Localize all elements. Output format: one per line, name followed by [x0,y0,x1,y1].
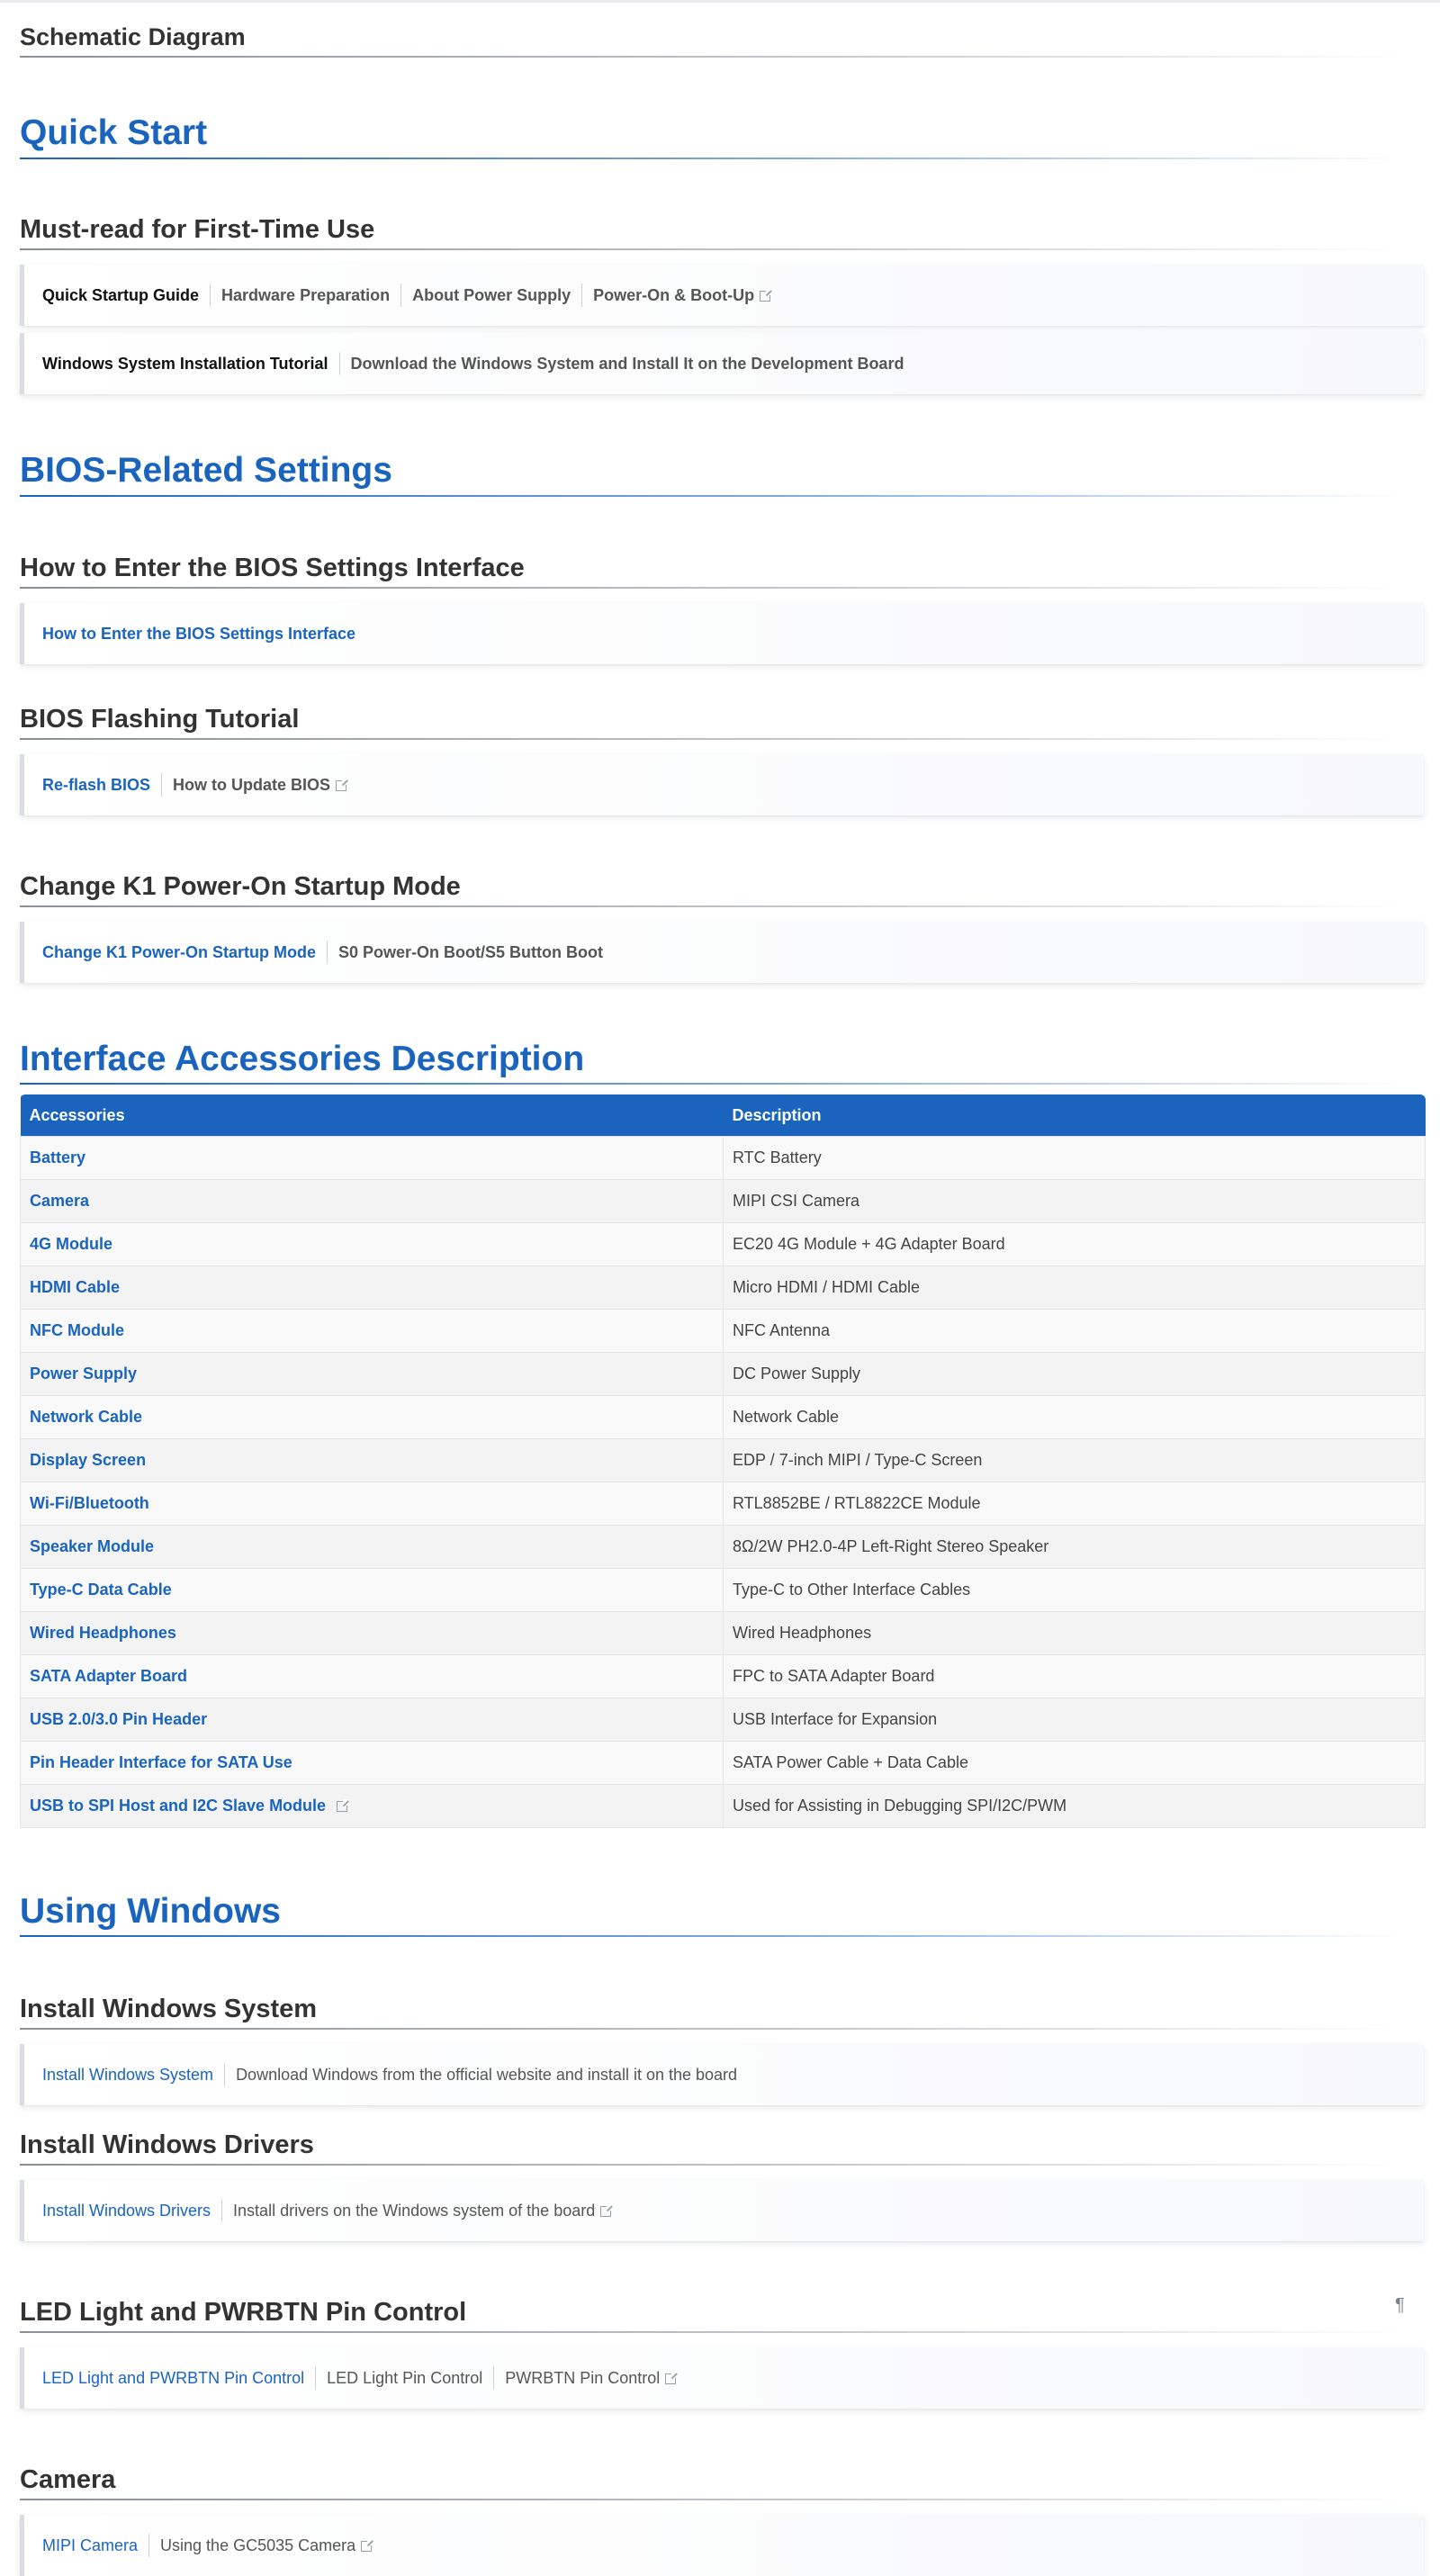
divider [327,941,328,964]
table-row [21,1526,1426,1569]
camera-card [20,2515,1424,2576]
accessory-name-link[interactable]: NFC Module [21,1310,724,1353]
install-drivers-on-board-link[interactable]: Install drivers on the Windows system of the board [233,2201,596,2220]
table-row [21,1612,1426,1655]
heading-interface-accessories: Interface Accessories Description [20,1040,585,1078]
enter-bios-card [20,603,1424,664]
download-windows-official-link[interactable]: Download Windows from the official website and install it on the board [236,2065,738,2084]
heading-schematic-diagram: Schematic Diagram [20,23,246,50]
accessory-description: MIPI CSI Camera [724,1180,1426,1223]
accessory-description: NFC Antenna [724,1310,1426,1353]
divider [315,2366,316,2390]
top-border [0,0,1440,3]
change-startup-mode-link[interactable]: Change K1 Power-On Startup Mode [42,942,317,961]
table-row [21,1439,1426,1482]
accessory-name-cell [21,1785,724,1828]
table-row [21,1396,1426,1439]
divider [210,284,211,307]
heading-underline [20,2028,1406,2030]
install-windows-card [20,2044,1424,2105]
s0-s5-boot-link[interactable]: S0 Power-On Boot/S5 Button Boot [338,942,604,961]
install-windows-system-link[interactable]: Install Windows System [42,2065,214,2084]
heading-install-windows-system: Install Windows System [20,1995,318,2023]
heading-enter-bios: How to Enter the BIOS Settings Interface [20,554,525,582]
accessory-description: DC Power Supply [724,1353,1426,1396]
heading-underline [20,495,1406,497]
accessory-name-link[interactable]: SATA Adapter Board [21,1655,724,1698]
heading-k1-startup-mode: Change K1 Power-On Startup Mode [20,872,461,901]
divider [224,2063,225,2086]
accessory-description: Network Cable [724,1396,1426,1439]
bios-flash-card [20,754,1424,815]
accessory-name-link[interactable]: Display Screen [21,1439,724,1482]
quick-startup-guide-link[interactable]: Quick Startup Guide [42,285,200,304]
table-row [21,1310,1426,1353]
about-power-supply-link[interactable]: About Power Supply [412,285,572,304]
divider [339,352,340,375]
pwrbtn-pin-control-link[interactable]: PWRBTN Pin Control [505,2368,661,2387]
download-windows-link[interactable]: Download the Windows System and Install It on the Development Board [350,354,904,373]
heading-underline [20,2499,1406,2500]
table-row [21,1223,1426,1266]
heading-underline [20,738,1406,740]
heading-install-windows-drivers: Install Windows Drivers [20,2130,314,2159]
heading-underline [20,1935,1406,1937]
led-pwrbtn-control-link[interactable]: LED Light and PWRBTN Pin Control [42,2368,305,2387]
heading-bios-flashing: BIOS Flashing Tutorial [20,705,300,734]
table-row [21,1266,1426,1310]
quick-start-card [20,265,1424,326]
accessory-description: RTC Battery [724,1137,1426,1180]
divider [148,2534,149,2557]
external-link-icon [665,2373,676,2384]
pilcrow-anchor-icon[interactable]: ¶ [1395,2295,1405,2315]
accessory-description: USB Interface for Expansion [724,1698,1426,1742]
table-row [21,1742,1426,1785]
accessory-name-link[interactable]: Speaker Module [21,1526,724,1569]
divider [400,284,401,307]
table-row [21,1353,1426,1396]
windows-installation-tutorial-link[interactable]: Windows System Installation Tutorial [42,354,328,373]
heading-underline [20,905,1406,907]
accessory-name-link[interactable]: Wi-Fi/Bluetooth [21,1482,724,1526]
mipi-camera-link[interactable]: MIPI Camera [42,2535,139,2554]
hardware-preparation-link[interactable]: Hardware Preparation [221,285,391,304]
heading-underline [20,158,1406,159]
external-link-icon [361,2541,372,2552]
column-header-accessories: Accessories [21,1094,724,1137]
table-header-row [21,1094,1426,1137]
gc5035-camera-link[interactable]: Using the GC5035 Camera [160,2535,356,2554]
external-link-icon [337,1801,347,1812]
install-windows-drivers-link[interactable]: Install Windows Drivers [42,2201,212,2220]
power-on-boot-up-link[interactable]: Power-On & Boot-Up [593,285,755,304]
heading-quick-start: Quick Start [20,113,208,152]
table-row [21,1137,1426,1180]
heading-underline [20,56,1406,58]
accessory-description: SATA Power Cable + Data Cable [724,1742,1426,1785]
windows-install-card [20,333,1424,394]
update-bios-link[interactable]: How to Update BIOS [173,775,331,794]
install-drivers-card [20,2180,1424,2241]
divider [493,2366,494,2390]
accessory-name-link[interactable]: Type-C Data Cable [21,1569,724,1612]
accessory-description: FPC to SATA Adapter Board [724,1655,1426,1698]
accessory-name-link[interactable]: Pin Header Interface for SATA Use [21,1742,724,1785]
accessories-table [20,1094,1426,1828]
accessory-name-link[interactable]: Battery [21,1137,724,1180]
divider [161,773,162,797]
heading-camera: Camera [20,2465,116,2494]
startup-mode-card [20,922,1424,983]
table-row [21,1180,1426,1223]
divider [221,2199,222,2222]
accessory-description: Used for Assisting in Debugging SPI/I2C/PWM [724,1785,1426,1828]
accessory-name-link[interactable]: Wired Headphones [21,1612,724,1655]
heading-underline [20,248,1406,250]
accessory-description: Type-C to Other Interface Cables [724,1569,1426,1612]
external-link-icon [600,2206,611,2217]
accessory-name-link[interactable]: Power Supply [21,1353,724,1396]
reflash-bios-link[interactable]: Re-flash BIOS [42,775,151,794]
column-header-description: Description [724,1094,1426,1137]
heading-underline [20,1083,1406,1085]
heading-underline [20,587,1406,589]
table-row [21,1785,1426,1828]
external-link-icon [336,780,346,791]
accessory-description: EDP / 7-inch MIPI / Type-C Screen [724,1439,1426,1482]
heading-underline [20,2331,1406,2333]
heading-using-windows: Using Windows [20,1892,281,1931]
external-link-icon [760,291,770,302]
accessory-name-link[interactable]: Camera [21,1180,724,1223]
enter-bios-link[interactable]: How to Enter the BIOS Settings Interface [42,624,356,643]
accessory-name-link[interactable]: Network Cable [21,1396,724,1439]
accessory-name-link[interactable]: USB to SPI Host and I2C Slave Module [30,1797,327,1815]
accessory-name-link[interactable]: 4G Module [21,1223,724,1266]
accessory-description: EC20 4G Module + 4G Adapter Board [724,1223,1426,1266]
led-pwrbtn-card [20,2347,1424,2409]
accessory-description: Micro HDMI / HDMI Cable [724,1266,1426,1310]
heading-bios-settings: BIOS-Related Settings [20,451,392,490]
heading-must-read: Must-read for First-Time Use [20,215,375,244]
table-row [21,1569,1426,1612]
table-row [21,1482,1426,1526]
table-row [21,1655,1426,1698]
accessory-name-link[interactable]: HDMI Cable [21,1266,724,1310]
heading-underline [20,2164,1406,2166]
table-row [21,1698,1426,1742]
divider [581,284,582,307]
accessory-description: Wired Headphones [724,1612,1426,1655]
accessory-description: RTL8852BE / RTL8822CE Module [724,1482,1426,1526]
led-light-pin-control-link[interactable]: LED Light Pin Control [327,2368,483,2387]
heading-led-pwrbtn-control: LED Light and PWRBTN Pin Control [20,2298,467,2327]
accessory-name-link[interactable]: USB 2.0/3.0 Pin Header [21,1698,724,1742]
accessory-description: 8Ω/2W PH2.0-4P Left-Right Stereo Speaker [724,1526,1426,1569]
